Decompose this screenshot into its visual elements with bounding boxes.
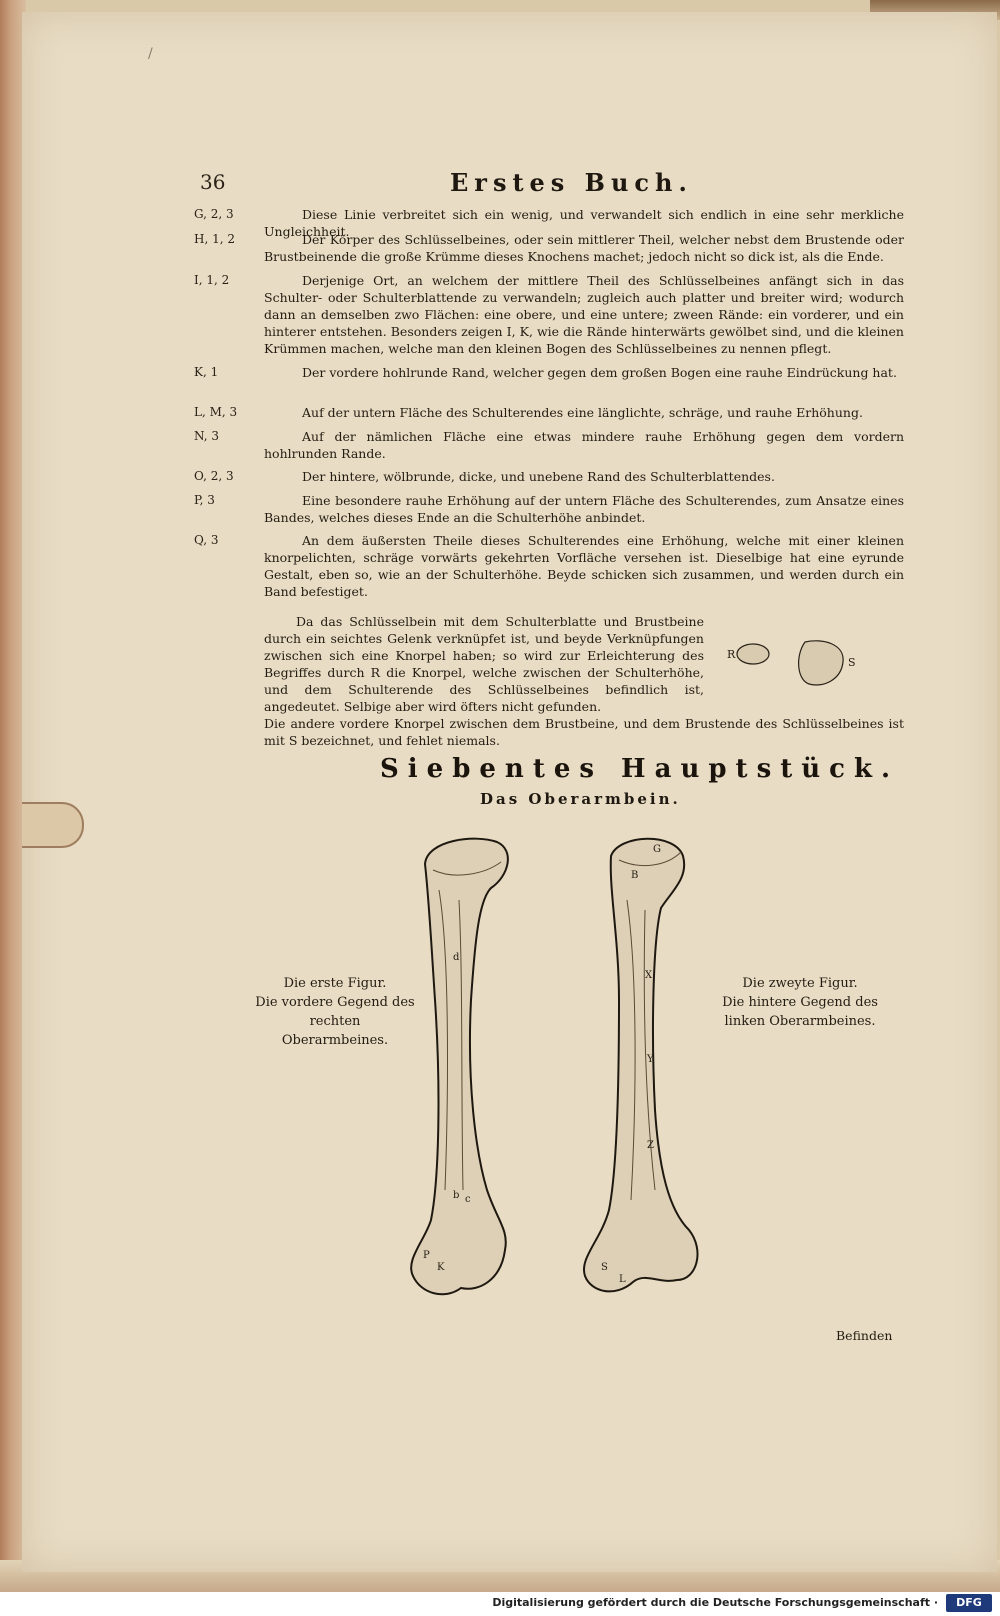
entry-text: An dem äußersten Theile dieses Schulterendes eine Erhöhung, welche mit einer kleinen knorpelichten, schräge vorwärts gekehrten Vorfläche versehen ist. Dieselbige hat eine eyrunde Gestalt, eben so, wie an der Schulterhöhe. Beyde schicken sich zusammen, und werden durch ein Band befestiget.	[264, 533, 904, 599]
entry-text: Diese Linie verbreitet sich ein wenig, und verwandelt sich endlich in eine sehr merkliche Ungleichheit.	[264, 207, 904, 239]
dfg-logo[interactable]: DFG	[946, 1594, 992, 1612]
bone-label: L	[619, 1274, 626, 1285]
entry-reference: G, 2, 3	[194, 207, 234, 221]
entry-text: Auf der untern Fläche des Schulterendes eine länglichte, schräge, und rauhe Erhöhung.	[302, 405, 863, 420]
page-number: 36	[200, 170, 226, 194]
bone-label: b	[453, 1190, 460, 1201]
pencil-mark: /	[148, 46, 153, 62]
figure-caption-left	[255, 974, 415, 1050]
bone-label: X	[645, 970, 653, 981]
bone-label: B	[631, 870, 639, 881]
paragraph-part-2: Die andere vordere Knorpel zwischen dem Brustbeine, und dem Brustende des Schlüsselbeines ist mit S bezeichnet, und fehlet niemals.	[264, 716, 904, 748]
cartilage-figures	[727, 636, 877, 692]
bone-label: Y	[647, 1054, 654, 1065]
entry-reference: K, 1	[194, 365, 219, 379]
entry-reference: I, 1, 2	[194, 273, 230, 287]
humerus-back-view	[584, 839, 698, 1292]
figure-description-left: Die vordere Gegend des rechten Oberarmbeines.	[255, 995, 415, 1048]
bone-label: d	[453, 952, 460, 963]
entry-reference: O, 2, 3	[194, 469, 234, 483]
chapter-subtitle: Das Oberarmbein.	[480, 790, 681, 808]
entry-text: Der vordere hohlrunde Rand, welcher gegen dem großen Bogen eine rauhe Eindrückung hat.	[302, 365, 897, 380]
entry-reference: L, M, 3	[194, 405, 238, 419]
cartilage-s-shape	[799, 641, 844, 685]
page-tab	[22, 802, 84, 848]
bone-label: K	[437, 1262, 445, 1273]
bone-label: S	[601, 1262, 608, 1273]
paragraph-part-1: Da das Schlüsselbein mit dem Schulterblatte und Brustbeine durch ein seichtes Gelenk verknüpfet ist, und beyde Verknüpfungen zwischen sich eine Knorpel haben; so wird zur Erleichterung des Begriffes durch R die Knorpel, welche zwischen der Schulterhöhe, und dem Schulterende des Schlüsselbeines befindlich ist, angedeutet. Selbige aber wird öfters nicht gefunden.	[264, 614, 704, 714]
figure-title-right: Die zweyte Figur.	[742, 976, 858, 991]
cartilage-r-shape	[737, 644, 769, 664]
figure-title-left: Die erste Figur.	[283, 976, 387, 991]
bone-label: c	[465, 1194, 471, 1205]
entry-text: Eine besondere rauhe Erhöhung auf der untern Fläche des Schulterendes, zum Ansatze eines Bandes, welches dieses Ende an die Schulterhöhe anbindet.	[264, 493, 904, 525]
humerus-back-outline	[584, 839, 698, 1292]
entry-text: Derjenige Ort, an welchem der mittlere Theil des Schlüsselbeines anfängt sich in das Schulter- oder Schulterblattende zu verwandeln; zugleich auch platter und breiter wird; wodurch dann an demselben zwo Flächen: eine obere, und eine untere; zween Rände: ein vorderer, und ein hinterer entstehen. Besonders zeigen I, K, wie die Rände hinterwärts gewölbet sind, und die kleinen Krümmen machen, welche man den kleinen Bogen des Schlüsselbeines zu nennen pflegt.	[264, 273, 904, 356]
entry-reference: N, 3	[194, 429, 219, 443]
cartilage-label-r: R	[727, 648, 736, 661]
entry-text: Der Körper des Schlüsselbeines, oder sein mittlerer Theil, welcher nebst dem Brustende oder Brustbeinende die große Krümme dieses Knochens machet; jedoch nicht so dick ist, als die Ende.	[264, 232, 904, 264]
chapter-title: Siebentes Hauptstück.	[380, 754, 900, 784]
entry-reference: P, 3	[194, 493, 215, 507]
catchword: Befinden	[836, 1328, 893, 1343]
entry-reference: H, 1, 2	[194, 232, 235, 246]
bone-label: P	[423, 1250, 430, 1261]
viewer-footer	[0, 1592, 1000, 1616]
bone-label: G	[653, 844, 661, 855]
funding-notice: Digitalisierung gefördert durch die Deutsche Forschungsgemeinschaft ·	[492, 1596, 938, 1609]
running-head: Erstes Buch.	[450, 168, 693, 197]
entry-text: Der hintere, wölbrunde, dicke, und unebene Rand des Schulterblattendes.	[302, 469, 775, 484]
figure-description-right: Die hintere Gegend des linken Oberarmbeines.	[722, 995, 878, 1029]
bone-label: Z	[647, 1140, 654, 1151]
humerus-illustration	[405, 830, 745, 1310]
entry-reference: Q, 3	[194, 533, 219, 547]
entry-text: Auf der nämlichen Fläche eine etwas mindere rauhe Erhöhung gegen dem vordern hohlrunden Rande.	[264, 429, 904, 461]
humerus-front-view	[411, 839, 508, 1295]
cartilage-label-s: S	[848, 656, 856, 669]
